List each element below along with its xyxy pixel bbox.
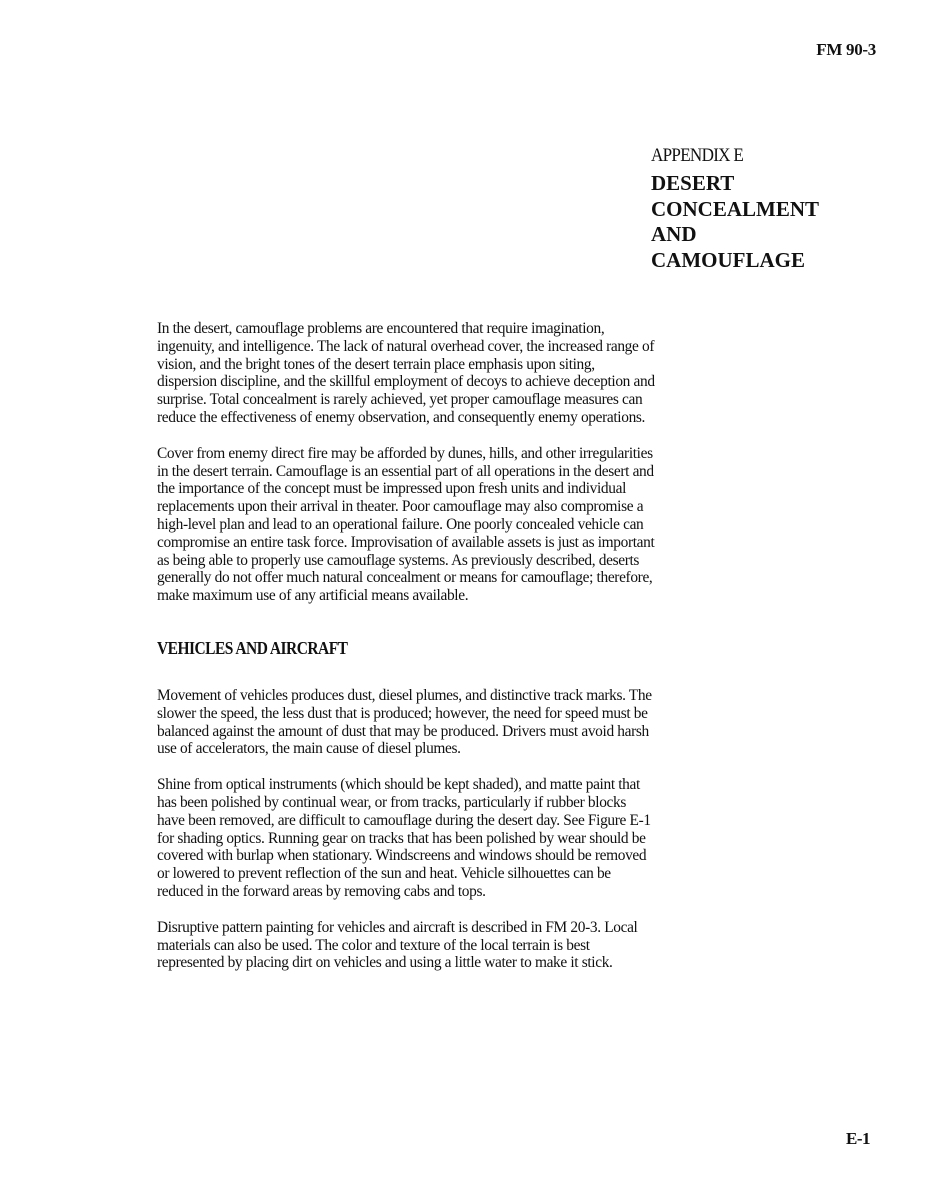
intro-paragraph-1: In the desert, camouflage problems are encountered that require imagination, ingenuity, and intelligence. The lack of natural overhead cover, the increased range of vision, and the bright tones of the desert terrain place emphasis upon siting, dispersion discipline, and the skillful employment of decoys to achieve deception and surprise. Total concealment is rarely achieved, yet proper camouflage measures can reduce the effectiveness of enemy observation, and consequently enemy operations. <box>157 320 655 426</box>
appendix-label: APPENDIX E <box>651 145 744 166</box>
appendix-title <box>651 171 891 273</box>
vehicles-paragraph-2: Shine from optical instruments (which should be kept shaded), and matte paint that has been polished by continual wear, or from tracks, particularly if rubber blocks have been removed, are difficult to camouflage during the desert day. See Figure E-1 for shading optics. Running gear on tracks that has been polished by wear should be covered with burlap when stationary. Windscreens and windows should be removed or lowered to prevent reflection of the sun and heat. Vehicle silhouettes can be reduced in the forward areas by removing cabs and tops. <box>157 776 651 900</box>
vehicles-paragraph-3: Disruptive pattern painting for vehicles and aircraft is described in FM 20-3. Local materials can also be used. The color and texture of the local terrain is best represented by placing dirt on vehicles and using a little water to make it stick. <box>157 918 638 972</box>
intro-paragraph-2: Cover from enemy direct fire may be afforded by dunes, hills, and other irregularities in the desert terrain. Camouflage is an essential part of all operations in the desert and the importance of the concept must be impressed upon fresh units and individual replacements upon their arrival in theater. Poor camouflage may also compromise a high-level plan and lead to an operational failure. One poorly concealed vehicle can compromise an entire task force. Improvisation of available assets is just as important as being able to properly use camouflage systems. As previously described, deserts generally do not offer much natural concealment or means for camouflage; therefore, make maximum use of any artificial means available. <box>157 444 655 605</box>
title-line-2: CONCEALMENT <box>651 196 820 221</box>
manual-code: FM 90-3 <box>816 40 876 59</box>
appendix-title-block <box>651 143 891 273</box>
vehicles-paragraph-1: Movement of vehicles produces dust, diesel plumes, and distinctive track marks. The slower the speed, the less dust that is produced; however, the need for speed must be balanced against the amount of dust that may be produced. Drivers must avoid harsh use of accelerators, the main cause of diesel plumes. <box>157 686 652 758</box>
title-line-3: AND <box>651 222 697 246</box>
page-number: E-1 <box>846 1129 870 1148</box>
section-heading-vehicles: VEHICLES AND AIRCRAFT <box>157 637 348 658</box>
body-content <box>157 320 667 972</box>
title-line-1: DESERT <box>651 171 735 195</box>
title-line-4: CAMOUFLAGE <box>651 247 805 272</box>
